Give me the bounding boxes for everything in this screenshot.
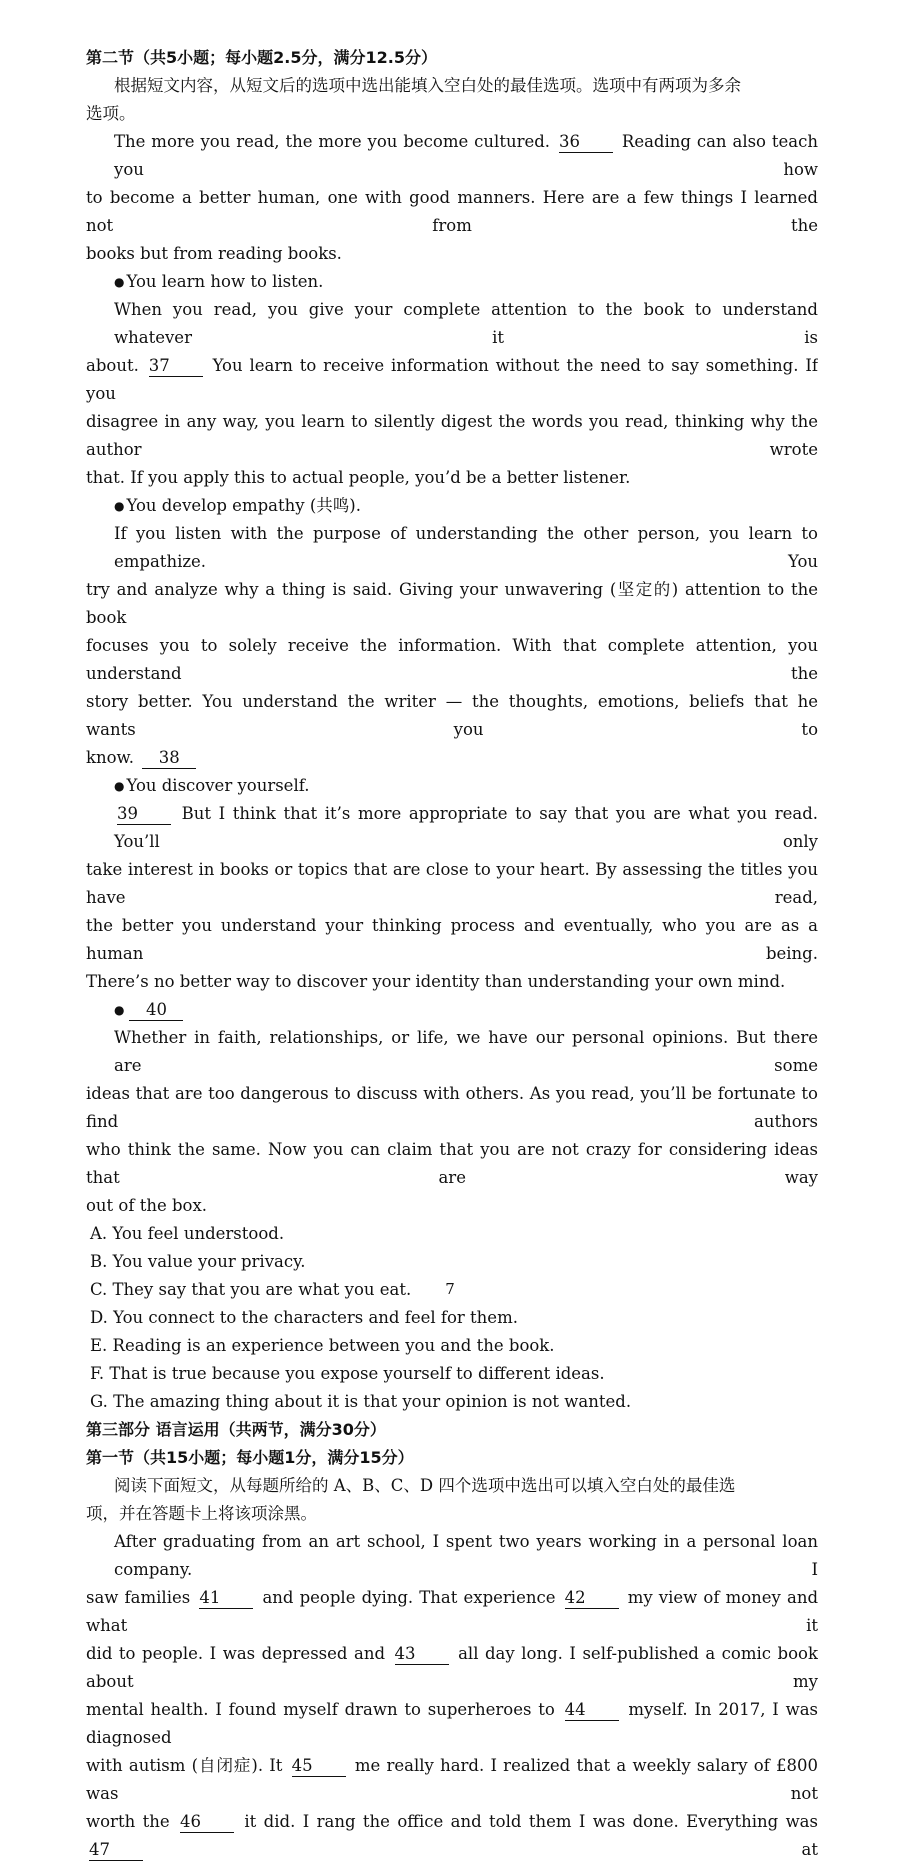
part3-instruction-line2: 项，并在答题卡上将该项涂黑。 [86, 1504, 317, 1523]
p4-line4: There’s no better way to discover your identity than understanding your own mind. [86, 972, 786, 991]
p1-line1: The more you read, the more you become cultured. 36 Reading can also teach you how [114, 132, 818, 179]
blank-46: 46 [180, 1812, 234, 1833]
part3-heading: 第三部分 语言运用（共两节，满分30分） [86, 1420, 386, 1439]
option-b: B. You value your privacy. [90, 1252, 306, 1271]
blank-39: 39 [117, 804, 171, 825]
p4-line2: take interest in books or topics that are close to your heart. By assessing the titles you have read, [86, 860, 818, 907]
bullet-empathy: ● You develop empathy (共鸣). [114, 496, 361, 515]
blank-40: 40 [129, 1000, 183, 1021]
blank-42: 42 [565, 1588, 619, 1609]
p3-line5: know. 38 [86, 744, 818, 772]
blank-44: 44 [565, 1700, 619, 1721]
p2-line1: When you read, you give your complete attention to the book to understand whatever it is [114, 300, 818, 347]
option-g: G. The amazing thing about it is that your opinion is not wanted. [90, 1392, 632, 1411]
p2-line3: disagree in any way, you learn to silently digest the words you read, thinking why the author wrote [86, 412, 818, 459]
cloze-line3: did to people. I was depressed and 43 all day long. I self-published a comic book about my [86, 1644, 818, 1691]
option-c: C. They say that you are what you eat. [90, 1280, 412, 1299]
cloze-line5: with autism (自闭症). It 45 me really hard. I realized that a weekly salary of £800 was not [86, 1756, 818, 1803]
option-f: F. That is true because you expose yourself to different ideas. [90, 1364, 605, 1383]
p5-line3: who think the same. Now you can claim that you are not crazy for considering ideas that are way [86, 1140, 818, 1187]
p5-line2: ideas that are too dangerous to discuss with others. As you read, you’ll be fortunate to find authors [86, 1084, 818, 1131]
page-number: 7 [445, 1280, 455, 1298]
p5-line4: out of the box. [86, 1196, 208, 1215]
blank-37: 37 [149, 356, 203, 377]
part3-section1-heading: 第一节（共15小题；每小题1分，满分15分） [86, 1448, 414, 1467]
p4-line1: 39 But I think that it’s more appropriate to say that you are what you read. You’ll only [114, 804, 818, 851]
p4-line3: the better you understand your thinking process and eventually, who you are as a human being. [86, 916, 818, 963]
p2-line4: that. If you apply this to actual people, you’d be a better listener. [86, 468, 631, 487]
bullet-40 [86, 996, 818, 1024]
section2-heading: 第二节（共5小题；每小题2.5分，满分12.5分） [86, 48, 437, 67]
option-d: D. You connect to the characters and feel for them. [90, 1308, 518, 1327]
section2-instruction-line1: 根据短文内容，从短文后的选项中选出能填入空白处的最佳选项。选项中有两项为多余 [114, 76, 741, 95]
section2-instruction-line2: 选项。 [86, 104, 136, 123]
bullet-icon: ● [114, 1003, 125, 1017]
cloze-line4: mental health. I found myself drawn to superheroes to 44 myself. In 2017, I was diagnosed [86, 1700, 818, 1747]
bullet-discover: ● You discover yourself. [114, 776, 310, 795]
bullet-icon: ● [114, 499, 125, 513]
p3-line4: story better. You understand the writer — the thoughts, emotions, beliefs that he wants you to [86, 692, 818, 739]
p3-line3: focuses you to solely receive the information. With that complete attention, you understand the [86, 636, 818, 683]
blank-36: 36 [559, 132, 613, 153]
bullet-listen: ● You learn how to listen. [114, 272, 324, 291]
blank-41: 41 [199, 1588, 253, 1609]
p5-line1: Whether in faith, relationships, or life, we have our personal opinions. But there are some [114, 1028, 818, 1075]
cloze-line1: After graduating from an art school, I spent two years working in a personal loan company. I [114, 1532, 818, 1579]
p1-line2: to become a better human, one with good manners. Here are a few things I learned not from the [86, 188, 818, 235]
bullet-icon: ● [114, 779, 125, 793]
blank-47: 47 [89, 1840, 143, 1861]
blank-38: 38 [142, 748, 196, 769]
part3-instruction-line1: 阅读下面短文，从每题所给的 A、B、C、D 四个选项中选出可以填入空白处的最佳选 [114, 1476, 736, 1495]
p2-line2: about. 37 You learn to receive information without the need to say something. If you [86, 356, 818, 403]
option-a: A. You feel understood. [90, 1224, 285, 1243]
option-e: E. Reading is an experience between you and the book. [90, 1336, 555, 1355]
p3-line2: try and analyze why a thing is said. Giving your unwavering (坚定的) attention to the book [86, 580, 818, 627]
p3-line1: If you listen with the purpose of understanding the other person, you learn to empathize. You [114, 524, 818, 571]
p1-line3: books but from reading books. [86, 244, 342, 263]
bullet-icon: ● [114, 275, 125, 289]
cloze-line6: worth the 46 it did. I rang the office and told them I was done. Everything was 47 at [86, 1812, 818, 1859]
cloze-line2: saw families 41 and people dying. That experience 42 my view of money and what it [86, 1588, 818, 1635]
blank-43: 43 [395, 1644, 449, 1665]
blank-45: 45 [292, 1756, 346, 1777]
